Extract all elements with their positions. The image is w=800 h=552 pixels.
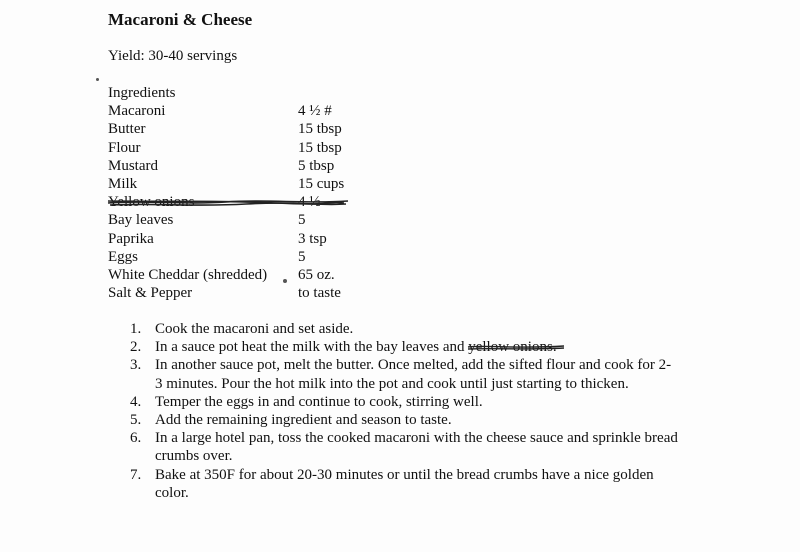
yield-line: Yield: 30-40 servings [108,48,238,64]
step-text: Temper the eggs in and continue to cook, stirring well. [155,393,483,410]
ingredient-row [108,284,408,302]
ingredient-row [108,120,408,138]
instruction-step [118,429,678,465]
step-text: In a large hotel pan, toss the cooked macaroni with the cheese sauce and sprinkle bread crumbs over. [155,430,678,465]
ingredient-quantity: 15 tbsp [298,139,342,156]
ingredient-name: Macaroni [108,103,166,120]
ingredient-quantity: 5 [298,248,306,265]
ingredient-row [108,157,408,175]
ingredient-row [108,139,408,157]
ingredient-quantity: 65 oz. [298,266,335,283]
step-number: 7. [130,466,142,483]
instruction-step [118,466,678,502]
instruction-step [118,338,678,356]
instructions-list [118,320,678,502]
ingredient-name: Eggs [108,248,138,265]
step-number: 2. [130,339,142,356]
ingredients-list [108,102,408,302]
ingredient-name: Paprika [108,230,154,247]
ingredient-name: White Cheddar (shredded) [108,266,268,283]
ingredient-name: Salt & Pepper [108,285,193,302]
ingredient-quantity: 4 ½ [298,194,321,211]
ingredient-row [108,175,408,193]
step-text: Add the remaining ingredient and season to taste. [155,412,452,429]
scan-speck [96,78,99,81]
instruction-step [118,411,678,429]
instruction-step [118,320,678,338]
struck-text [468,338,556,356]
crossout-scribble [466,340,566,354]
step-number: 6. [130,430,142,447]
ingredient-row [108,266,408,284]
ingredient-row [108,102,408,120]
ingredient-row [108,193,408,211]
ingredient-name: Mustard [108,157,158,174]
ingredients-header: Ingredients [108,85,176,101]
ingredient-quantity: 3 tsp [298,230,327,247]
ingredient-quantity: 15 tbsp [298,121,342,138]
step-number: 3. [130,357,142,374]
instruction-step [118,356,678,392]
step-text: Cook the macaroni and set aside. [155,321,354,337]
step-number: 4. [130,393,142,410]
ingredient-quantity: 15 cups [298,175,345,192]
ingredient-name: Butter [108,121,146,138]
ingredients-section [108,84,408,302]
ingredient-name: Bay leaves [108,212,174,229]
recipe-title: Macaroni & Cheese [108,10,253,29]
ingredient-name: Flour [108,139,141,156]
instruction-step [118,393,678,411]
ingredient-quantity: 5 [298,212,306,229]
scan-speck [283,279,287,283]
ingredient-name: Yellow onions [108,194,195,211]
ingredient-row [108,230,408,248]
ingredient-quantity: 4 ½ # [298,103,332,120]
ingredient-quantity: to taste [298,285,341,302]
ingredient-quantity: 5 tbsp [298,157,335,174]
struck-words: yellow onions. [468,339,557,356]
step-text: In a sauce pot heat the milk with the bay leaves and [155,339,469,356]
ingredient-row [108,248,408,266]
ingredient-row [108,211,408,229]
step-text: Bake at 350F for about 20-30 minutes or until the bread crumbs have a nice golden color. [155,466,654,501]
ingredient-name: Milk [108,175,138,192]
step-number: 5. [130,412,142,429]
step-text: In another sauce pot, melt the butter. Once melted, add the sifted flour and cook for 2-3 minutes. Pour the hot milk into the pot and cook until just starting to thicken. [155,357,672,392]
step-number: 1. [130,321,142,337]
